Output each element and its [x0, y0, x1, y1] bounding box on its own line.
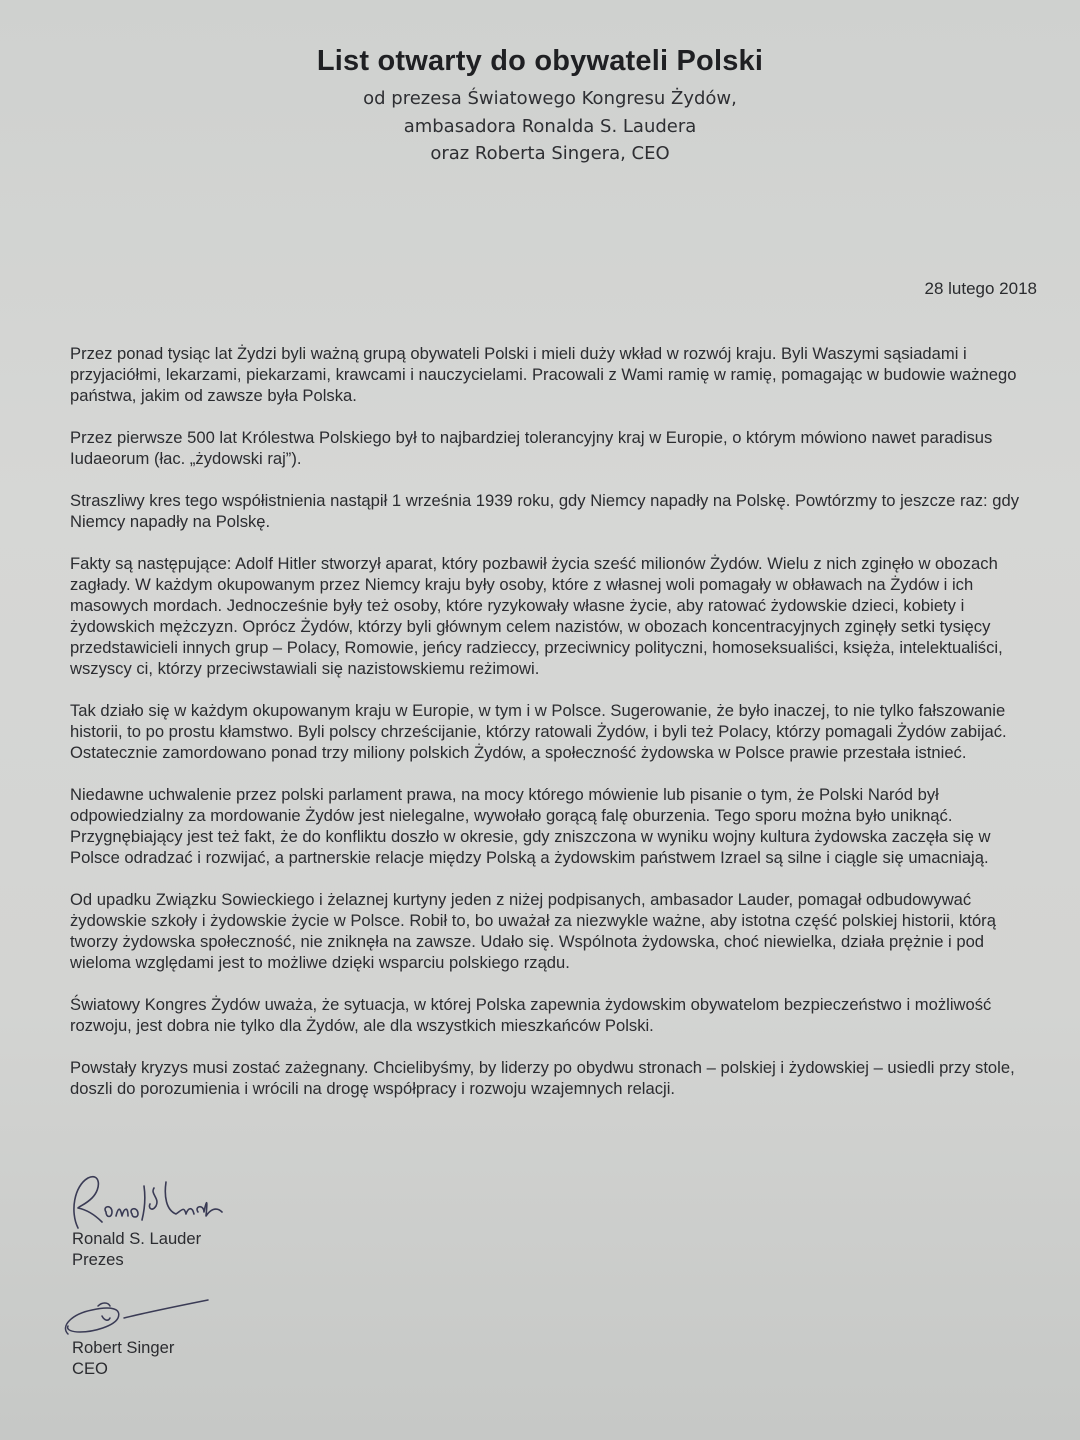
signatory-role: Prezes: [72, 1250, 124, 1269]
signatory-name: Robert Singer: [72, 1338, 175, 1357]
paragraph: Światowy Kongres Żydów uważa, że sytuacja, w której Polska zapewnia żydowskim obywatelom bezpieczeństwo i możliwość rozwoju, jest dobra nie tylko dla Żydów, ale dla wszystkich mieszkańców Polski.: [70, 995, 992, 1035]
lauder-signature-icon: [66, 1172, 226, 1234]
signatory-name: Ronald S. Lauder: [72, 1229, 202, 1248]
paragraph: Powstały kryzys musi zostać zażegnany. Chcielibyśmy, by liderzy po obydwu stronach – polskiej i żydowskiej – usiedli przy stole, doszli do porozumienia i wrócili na drogę współpracy i rozwoju wzajemnych relacji.: [70, 1058, 1015, 1098]
subtitle-line-2: ambasadora Ronalda S. Laudera: [403, 116, 697, 137]
paragraph: Tak działo się w każdym okupowanym kraju w Europie, w tym i w Polsce. Sugerowanie, że było inaczej, to nie tylko fałszowanie historii, to po prostu kłamstwo. Byli polscy chrześcijanie, którzy ratowali Żydów, i byli też Polacy, którzy pomagali Żydów zabijać. Ostatecznie zamordowano ponad trzy miliony polskich Żydów, a społeczność żydowska w Polsce prawie przestała istnieć.: [70, 701, 1007, 762]
subtitle-line-3: oraz Roberta Singera, CEO: [430, 143, 670, 164]
paragraph: Przez pierwsze 500 lat Królestwa Polskiego był to najbardziej tolerancyjny kraj w Europie, o którym mówiono nawet paradisus Iudaeorum (łac. „żydowski raj”).: [70, 428, 993, 468]
letter-title: List otwarty do obywateli Polski: [316, 45, 764, 77]
signatory-role: CEO: [72, 1359, 108, 1378]
paragraph: Fakty są następujące: Adolf Hitler stworzył aparat, który pozbawił życia sześć milionów Żydów. Wielu z nich zginęło w obozach zagłady. W każdym okupowanym przez Niemcy kraju były osoby, które z własnej woli pomagały w obławach na Żydów i ich masowych mordach. Jednocześnie były też osoby, które ryzykowały własne życie, aby ratować żydowskie dzieci, kobiety i żydowskich mężczyzn. Oprócz Żydów, którzy byli głównym celem nazistów, w obozach koncentracyjnych zginęły setki tysięcy przedstawicieli innych grup – Polacy, Romowie, jeńcy radzieccy, przeciwnicy polityczni, homoseksualiści, księża, intelektualiści, wszyscy ci, którzy przeciwstawiali się nazistowskiemu reżimowi.: [70, 554, 1003, 678]
paragraph: Niedawne uchwalenie przez polski parlament prawa, na mocy którego mówienie lub pisanie o tym, że Polski Naród był odpowiedzialny za mordowanie Żydów jest nielegalne, wywołało gorącą falę oburzenia. Tego sporu można było uniknąć. Przygnębiający jest też fakt, że do konfliktu doszło w okresie, gdy zniszczona w wyniku wojny kultura żydowska zaczęła się w Polsce odradzać i rozwijać, a partnerskie relacje między Polską a żydowskim państwem Izrael są silne i ciągle się umacniają.: [70, 785, 991, 867]
letter-date: 28 lutego 2018: [924, 279, 1037, 298]
paragraph: Straszliwy kres tego współistnienia nastąpił 1 września 1939 roku, gdy Niemcy napadły na Polskę. Powtórzmy to jeszcze raz: gdy Niemcy napadły na Polskę.: [70, 491, 1020, 531]
paragraph: Od upadku Związku Sowieckiego i żelaznej kurtyny jeden z niżej podpisanych, ambasador Lauder, pomagał odbudowywać żydowskie szkoły i żydowskie życie w Polsce. Robił to, bo uważał za niezwykle ważne, aby istotna część polskiej historii, którą tworzy żydowska społeczność, nie zniknęła na zawsze. Udało się. Wspólnota żydowska, choć niewielka, działa prężnie i pod wieloma względami jest to możliwe dzięki wsparciu polskiego rządu.: [70, 890, 996, 972]
letter-body: [70, 343, 1040, 1120]
subtitle-line-1: od prezesa Światowego Kongresu Żydów,: [363, 88, 737, 109]
paragraph: Przez ponad tysiąc lat Żydzi byli ważną grupą obywateli Polski i mieli duży wkład w rozwój kraju. Byli Waszymi sąsiadami i przyjaciółmi, lekarzami, piekarzami, krawcami i nauczycielami. Pracowali z Wami ramię w ramię, pomagając w budowie ważnego państwa, jakim od zawsze była Polska.: [70, 344, 1017, 405]
signatory-2: [72, 1337, 174, 1379]
signatory-1: [72, 1228, 201, 1270]
